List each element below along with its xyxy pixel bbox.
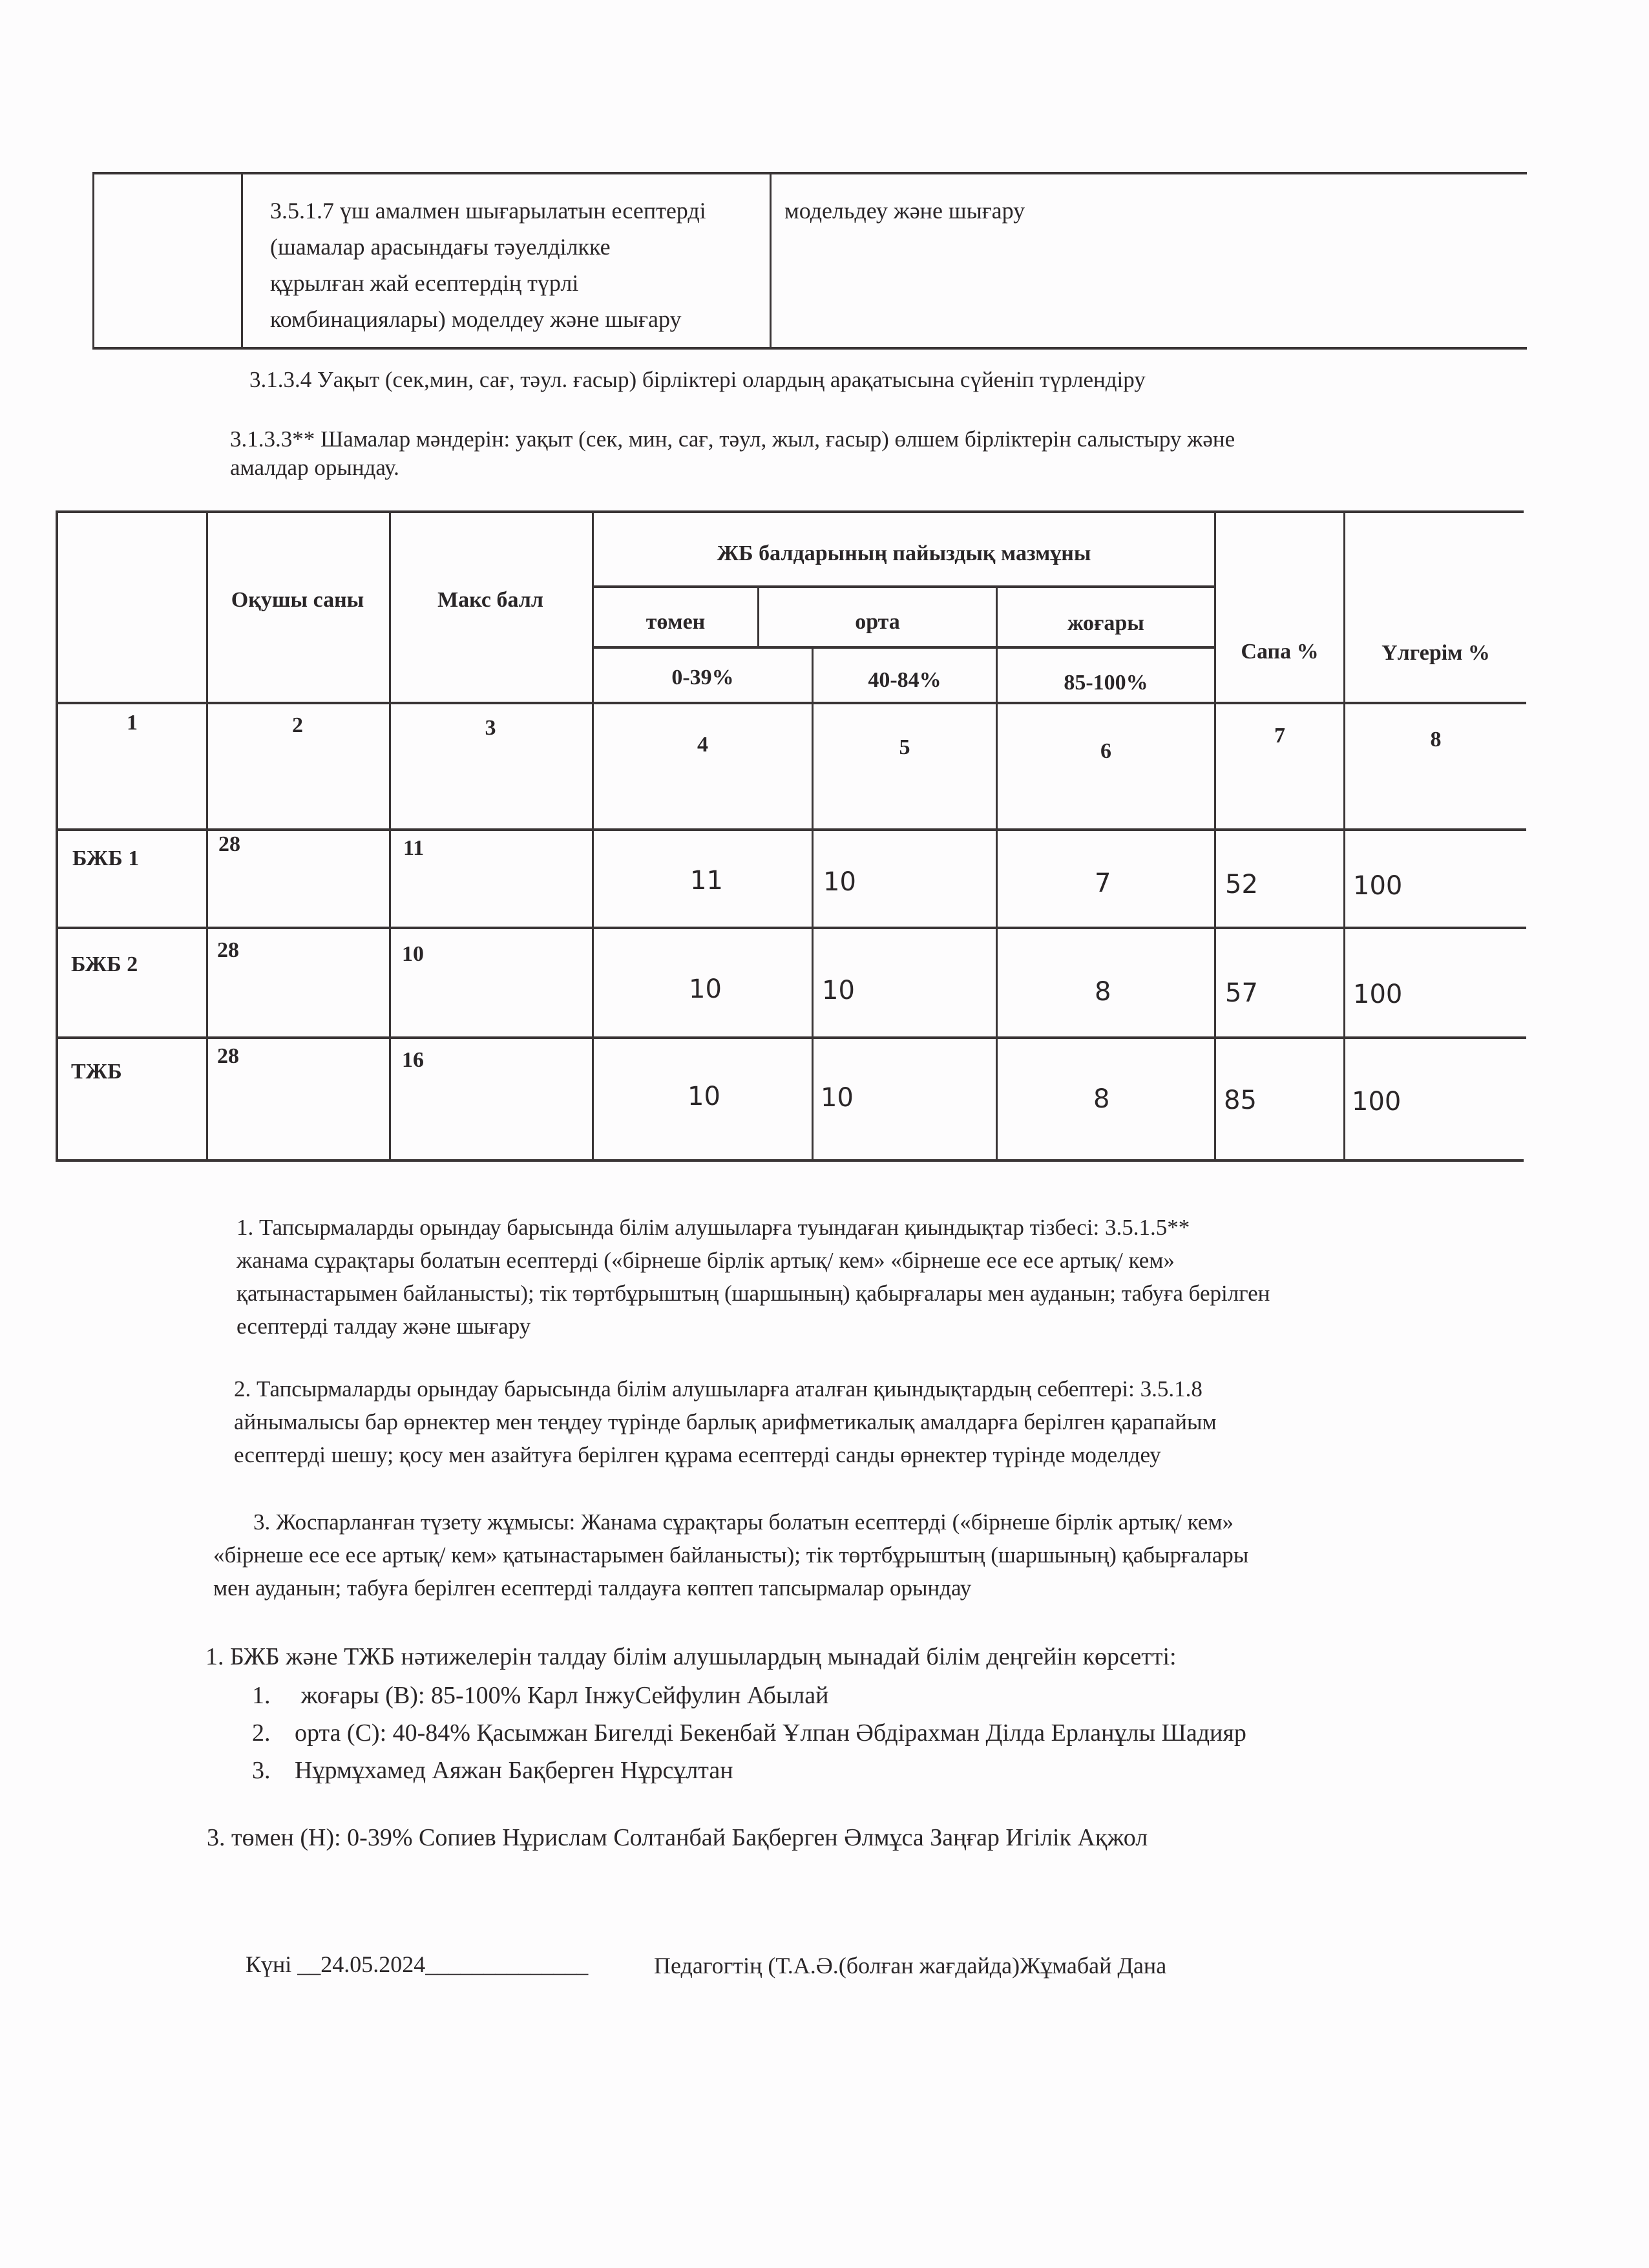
level-low: 3. төмен (Н): 0-39% Сопиев Нұрислам Солтанбай Бақберген Әлмұса Заңғар Игілік Ақжол: [207, 1824, 1148, 1851]
header-progress: Үлгерім %: [1381, 641, 1490, 665]
list-number: 1.: [252, 1682, 271, 1709]
level-item-mid-cont: [252, 1752, 733, 1789]
analysis-causes: [234, 1372, 1217, 1471]
level-item-mid: [252, 1715, 1246, 1751]
list-number: 3.: [252, 1757, 271, 1784]
column-number: 8: [1430, 728, 1442, 751]
objective-3-1-3-3-line2: амалдар орындау.: [230, 455, 399, 480]
objective-line: құрылған жай есептердің түрлі: [270, 270, 579, 296]
grid-line: [58, 828, 1526, 831]
cell-high: 7: [1095, 868, 1111, 898]
cell-progress: 100: [1352, 1087, 1402, 1117]
cell-students: 28: [217, 938, 239, 962]
list-text: Нұрмұхамед Аяжан Бақберген Нұрсұлтан: [295, 1757, 733, 1784]
paragraph-line: есептерді талдау және шығару: [236, 1314, 531, 1339]
header-mid: орта: [855, 610, 900, 634]
grid-line: [58, 1036, 1526, 1039]
column-number: 3: [485, 716, 496, 740]
grid-line: [812, 646, 814, 1162]
paragraph-line: қатынастарымен байланысты); тік төртбұрыштың (шаршының) қабырғалары мен ауданын; табуға берілген: [236, 1281, 1270, 1306]
cell-low: 11: [690, 866, 723, 896]
header-mid-range: 40-84%: [868, 668, 941, 692]
top-table-objective-cell: [270, 193, 768, 337]
cell-mid: 10: [821, 1083, 854, 1113]
top-table-task-cell: модельдеу және шығару: [784, 198, 1025, 224]
paragraph-line: 1. Тапсырмаларды орындау барысында білім алушыларға туындаған қиындықтар тізбесі: 3.5.1.5**: [236, 1215, 1190, 1240]
levels-intro: 1. БЖБ және ТЖБ нәтижелерін талдау білім алушылардың мынадай білім деңгейін көрсетті:: [205, 1643, 1177, 1670]
cell-quality: 52: [1225, 870, 1258, 899]
objective-line: комбинациялары) моделдеу және шығару: [270, 306, 682, 332]
paragraph-line: жанама сұрақтары болатын есептерді («бірнеше бірлік артық/ кем» «бірнеше есе есе артық/ кем»: [236, 1248, 1175, 1273]
top-table: [92, 172, 1527, 350]
column-number: 2: [292, 713, 303, 737]
paragraph-line: мен ауданын; табуға берілген есептерді талдауға көптеп тапсырмалар орындау: [213, 1575, 972, 1601]
cell-quality: 57: [1225, 978, 1258, 1008]
cell-low: 10: [689, 974, 722, 1004]
cell-max-score: 16: [402, 1048, 424, 1072]
header-low: төмен: [646, 610, 706, 634]
paragraph-line: 3. Жоспарланған түзету жұмысы: Жанама сұрақтары болатын есептерді («бірнеше бірлік артық/ кем»: [253, 1509, 1234, 1535]
header-score-distribution: ЖБ балдарының пайыздық мазмұны: [717, 541, 1091, 565]
cell-quality: 85: [1224, 1086, 1257, 1115]
row-label: БЖБ 1: [72, 846, 140, 870]
row-label: ТЖБ: [71, 1060, 122, 1084]
list-number: 2.: [252, 1719, 271, 1747]
grid-line: [58, 702, 1526, 704]
cell-progress: 100: [1353, 980, 1403, 1009]
list-text: орта (С): 40-84% Қасымжан Бигелді Бекенбай Ұлпан Әбдірахман Ділда Ерланұлы Шадияр: [295, 1719, 1246, 1747]
cell-mid: 10: [823, 867, 856, 897]
cell-high: 8: [1093, 1084, 1110, 1114]
grid-line: [58, 927, 1526, 929]
column-number: 4: [697, 733, 708, 757]
cell-max-score: 11: [403, 836, 425, 860]
top-table-divider: [770, 174, 772, 347]
header-max-score: Макс балл: [437, 588, 543, 612]
analysis-difficulties: [236, 1211, 1270, 1343]
row-label: БЖБ 2: [71, 952, 138, 976]
date-line: Күні __24.05.2024______________: [246, 1951, 589, 1977]
objective-3-1-3-4: 3.1.3.4 Уақыт (сек,мин, сағ, тәул. ғасыр) бірліктері олардың арақатысына сүйеніп түрлендіру: [249, 367, 1146, 392]
analysis-correction-plan: [213, 1506, 1248, 1604]
top-table-divider: [241, 174, 243, 347]
column-number: 7: [1274, 724, 1285, 748]
paragraph-line: «бірнеше есе есе артық/ кем» қатынастарымен байланысты); тік төртбұрыштың (шаршының) қабырғалары: [213, 1542, 1249, 1568]
column-number: 1: [127, 711, 138, 735]
objective-3-1-3-3-line1: 3.1.3.3** Шамалар мәндерін: уақыт (сек, мин, сағ, тәул, жыл, ғасыр) өлшем бірліктерін салыстыру және: [230, 426, 1235, 452]
cell-progress: 100: [1353, 871, 1403, 901]
paragraph-line: есептерді шешу; қосу мен азайтуға берілген құрама есептерді санды өрнектер түрінде моделдеу: [234, 1442, 1161, 1467]
cell-mid: 10: [822, 976, 855, 1005]
teacher-signature-line: Педагогтің (Т.А.Ә.(болған жағдайда)Жұмабай Дана: [654, 1953, 1167, 1979]
level-item-high: [252, 1677, 828, 1714]
grid-line: [594, 646, 1214, 649]
grid-line: [1214, 513, 1216, 1162]
cell-low: 10: [688, 1082, 720, 1111]
column-number: 6: [1100, 739, 1111, 763]
cell-students: 28: [217, 1044, 239, 1068]
objective-line: (шамалар арасындағы тәуелділкке: [270, 234, 611, 260]
paragraph-line: 2. Тапсырмаларды орындау барысында білім алушыларға аталған қиындықтардың себептері: 3.5.1.8: [234, 1376, 1203, 1402]
header-low-range: 0-39%: [671, 666, 734, 689]
cell-high: 8: [1095, 977, 1111, 1007]
results-table: [56, 510, 1524, 1162]
grid-line: [594, 585, 1214, 588]
header-students: Оқушы саны: [231, 588, 364, 612]
cell-students: 28: [218, 832, 240, 856]
header-high-range: 85-100%: [1064, 671, 1148, 695]
objective-line: 3.5.1.7 үш амалмен шығарылатын есептерді: [270, 198, 706, 224]
list-text: жоғары (В): 85-100% Карл ІнжуСейфулин Абылай: [295, 1682, 829, 1709]
column-number: 5: [899, 735, 910, 759]
header-quality: Сапа %: [1241, 640, 1319, 664]
paragraph-line: айнымалысы бар өрнектер мен теңдеу түрінде барлық арифметикалық амалдарға берілген қарапайым: [234, 1409, 1217, 1434]
cell-max-score: 10: [402, 942, 424, 966]
header-high: жоғары: [1067, 611, 1144, 635]
grid-line: [1343, 513, 1345, 1162]
